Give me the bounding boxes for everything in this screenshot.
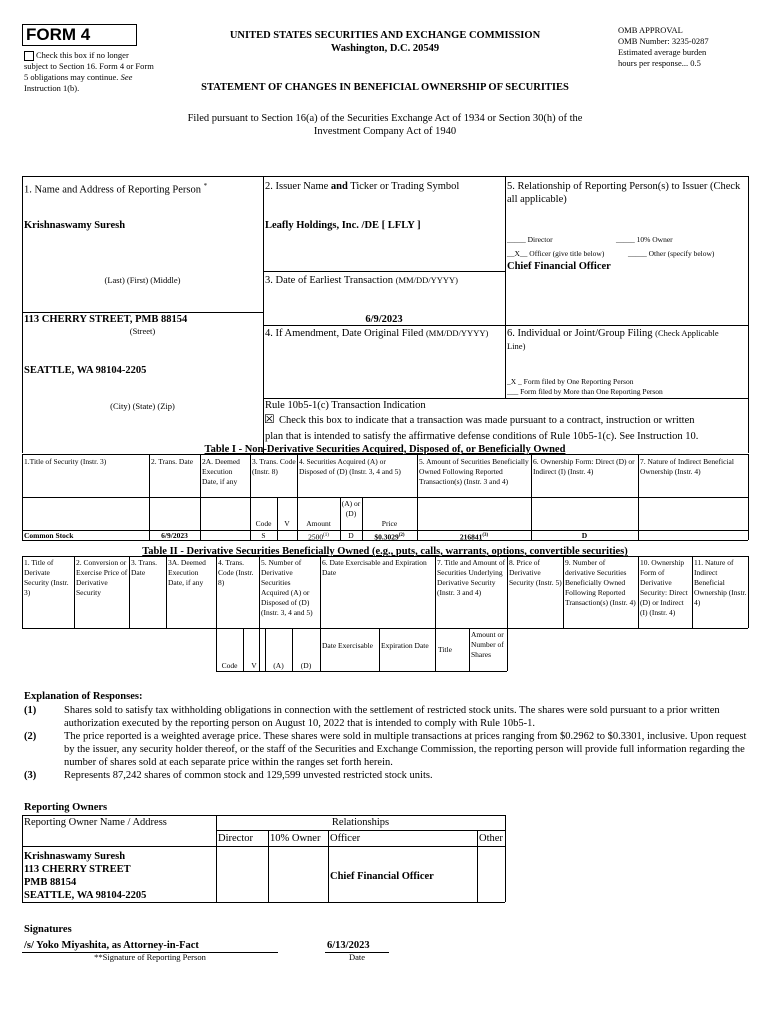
- reporting-person-name: Krishnaswamy Suresh: [24, 220, 126, 231]
- t1-sub-v: V: [284, 519, 290, 528]
- issuer-name: Leafly Holdings, Inc. /DE [ LFLY ]: [265, 220, 421, 231]
- t1-h2: 2. Trans. Date: [151, 457, 194, 466]
- t1-row-amount: 2500$^{(1)}$: [308, 532, 329, 542]
- t1-col-line: [417, 454, 418, 540]
- table1-header-sep: [22, 497, 748, 498]
- box4-label: 4. If Amendment, Date Original Filed (MM/DD/YYYY): [265, 328, 489, 339]
- t2-h1: 1. Title of Derivate Security (Instr. 3): [24, 558, 69, 597]
- rule-text: Check this box to indicate that a transaction was made pursuant to a contract, instruction or written: [279, 415, 695, 426]
- t2-sub-d: (D): [300, 661, 312, 670]
- t2-h10: 10. Ownership Form of Derivative Security: Direct (D) or Indirect (I) (Instr. 4): [640, 558, 688, 617]
- t2-h4: 4. Trans. Code (Instr. 8): [218, 558, 254, 587]
- rule-checkbox[interactable]: ☒: [264, 412, 275, 426]
- ro-col-ten: 10% Owner: [270, 833, 321, 844]
- explanation-item: (2) The price reported is a weighted average price. These shares were sold in multiple transactions at prices ranging from $0.2962 to $0.3301, inclusive. Upon request by the issuer, any security holder thereof, or the staff of the Securities and Exchange Commission, the reporting person will provide full information regarding the number of shares sold at each separate price within the ranges set forth herein.: [24, 731, 747, 768]
- t2-col-line: [166, 556, 167, 628]
- agency-name: UNITED STATES SECURITIES AND EXCHANGE COMMISSION: [229, 30, 541, 41]
- explanation-heading: Explanation of Responses:: [24, 691, 143, 702]
- ro-col: [477, 830, 478, 902]
- signer-name: /s/ Yoko Miyashita, as Attorney-in-Fact: [24, 940, 199, 951]
- t2-col-line: [320, 556, 321, 671]
- explanation-item: (3) Represents 87,242 shares of common stock and 129,599 unvested restricted stock units.: [24, 770, 433, 781]
- box3-label: 3. Date of Earliest Transaction (MM/DD/YYYY): [265, 275, 458, 286]
- box2-bottom-line: [263, 271, 505, 272]
- t1-h2a: 2A. Deemed Execution Date, if any: [202, 457, 240, 486]
- street-label: (Street): [129, 326, 156, 336]
- t2-h5: 5. Number of Derivative Securities Acquired (A) or Disposed of (D) (Instr. 3, 4 and 5): [261, 558, 313, 617]
- t1-sub-price: Price: [381, 519, 398, 528]
- t2-col-line: [216, 556, 217, 671]
- t1-col-line: [531, 454, 532, 540]
- t2-h3: 3. Trans. Date: [131, 558, 158, 577]
- ro-col-other: Other: [479, 833, 503, 844]
- t2-sub-code: Code: [221, 661, 238, 670]
- t1-row-title: Common Stock: [24, 531, 74, 540]
- ro-col-rel: Relationships: [331, 817, 390, 828]
- t1-col-line: [22, 454, 23, 540]
- officer-option: __X__ Officer (give title below): [507, 249, 605, 258]
- boxes-right-line: [748, 176, 749, 453]
- t2-col-line: [74, 556, 75, 628]
- t2-col-line: [507, 556, 508, 671]
- t1-row-code: S: [261, 531, 266, 540]
- earliest-transaction-date: 6/9/2023: [365, 314, 403, 325]
- officer-title: Chief Financial Officer: [507, 261, 611, 272]
- form-title: FORM 4: [26, 25, 91, 44]
- ro-col-director: Director: [218, 833, 253, 844]
- ro-col: [22, 815, 23, 902]
- t2-sub-line: [379, 628, 380, 671]
- rule-label: Rule 10b5-1(c) Transaction Indication: [265, 400, 426, 411]
- city-label: (City) (State) (Zip): [110, 401, 175, 411]
- t2-sub-line: [469, 628, 470, 671]
- omb-approval: OMB APPROVAL OMB Number: 3235-0287 Estimated average burden hours per response... 0.5: [618, 25, 709, 68]
- rule-text-2: plan that is intended to satisfy the affirmative defense conditions of Rule 10b5-1(c). See Instruction 10.: [265, 431, 699, 442]
- t2-col-line: [748, 556, 749, 628]
- ro-line: [22, 902, 505, 903]
- t2-sub-amount: Amount or Number of Shares: [471, 630, 504, 659]
- t1-h5: 5. Amount of Securities Beneficially Owned Following Reported Transaction(s) (Instr. 3 and 4): [419, 457, 529, 486]
- t2-sub-date-ex: Date Exercisable: [322, 641, 374, 650]
- t1-h1: 1.Title of Security (Instr. 3): [24, 457, 107, 466]
- ten-percent-option: _____ 10% Owner: [616, 235, 673, 244]
- ro-officer-value: Chief Financial Officer: [330, 871, 434, 882]
- ro-line: [22, 846, 505, 847]
- ro-col-officer: Officer: [330, 833, 361, 844]
- filing-option-one: _X _ Form filed by One Reporting Person: [507, 377, 634, 386]
- t2-h11: 11. Nature of Indirect Beneficial Ownership (Instr. 4): [694, 558, 747, 607]
- t2-col-line: [259, 556, 260, 671]
- t2-col-line: [638, 556, 639, 628]
- ro-line: [216, 830, 505, 831]
- filing-option-more: ___ Form filed by More than One Reporting Person: [507, 387, 663, 396]
- t2-sub-title: Title: [438, 645, 452, 654]
- t2-col-line: [129, 556, 130, 628]
- director-option: _____ Director: [507, 235, 553, 244]
- date-label: Date: [348, 952, 366, 962]
- t2-sub-v: V: [251, 661, 257, 670]
- ro-owner-address: Krishnaswamy Suresh 113 CHERRY STREET PMB 88154 SEATTLE, WA 98104-2205: [24, 851, 147, 901]
- table2-top-right: [638, 556, 748, 557]
- t2-sub-exp: Expiration Date: [381, 641, 429, 650]
- t1-row-owned: 216841$^{(3)}$: [459, 532, 489, 542]
- reporting-person-city: SEATTLE, WA 98104-2205: [24, 365, 147, 376]
- name-parts-label: (Last) (First) (Middle): [104, 275, 181, 285]
- no-longer-subject-text: Check this box if no longer subject to Section 16. Form 4 or Form 5 obligations may continue. See Instruction 1(b).: [24, 50, 154, 93]
- table2-top: [22, 556, 638, 557]
- explanation-list: [24, 704, 748, 782]
- table2-title: Table II - Derivative Securities Beneficially Owned (e.g., puts, calls, warrants, options, convertible securities): [142, 546, 628, 557]
- reporting-owners-heading: Reporting Owners: [24, 802, 108, 813]
- t2-col-line: [435, 556, 436, 671]
- t2-h7: 7. Title and Amount of Securities Underlying Derivative Security (Instr. 3 and 4): [437, 558, 506, 597]
- t1-col-line: [200, 454, 201, 540]
- t1-col-line: [149, 454, 150, 540]
- statement-title: STATEMENT OF CHANGES IN BENEFICIAL OWNERSHIP OF SECURITIES: [201, 82, 569, 93]
- t2-col-line: [692, 556, 693, 628]
- t1-col-line: [748, 454, 749, 540]
- boxes-divider-2: [505, 176, 506, 398]
- t1-row-price: $0.3029$^{(2)}$: [374, 532, 405, 542]
- other-option: _____ Other (specify below): [628, 249, 715, 258]
- t1-h7: 7. Nature of Indirect Beneficial Ownership (Instr. 4): [640, 457, 734, 476]
- t2-h2: 2. Conversion or Exercise Price of Derivative Security: [76, 558, 128, 597]
- box5-label: 5. Relationship of Reporting Person(s) to Issuer (Check all applicable): [507, 181, 741, 205]
- t2-h9: 9. Number of derivative Securities Beneficially Owned Following Reported Transaction(s) (Instr. 4): [565, 558, 636, 607]
- t2-h6: 6. Date Exercisable and Expiration Date: [322, 558, 427, 577]
- t2-h8: 8. Price of Derivative Security (Instr. 5): [509, 558, 562, 587]
- box2-label: 2. Issuer Name and Ticker or Trading Symbol: [265, 181, 460, 192]
- signature-date: 6/13/2023: [327, 940, 370, 951]
- boxes-top-line: [22, 176, 748, 177]
- t1-row-date: 6/9/2023: [161, 531, 188, 540]
- sig-label: **Signature of Reporting Person: [94, 952, 206, 962]
- signatures-heading: Signatures: [24, 924, 72, 935]
- t2-col-line: [563, 556, 564, 628]
- table1-title: Table I - Non-Derivative Securities Acquired, Disposed of, or Beneficially Owned: [204, 444, 566, 455]
- agency-city: Washington, D.C. 20549: [330, 43, 440, 54]
- t1-sub-amount: Amount: [306, 519, 331, 528]
- table2-bottom: [216, 671, 507, 672]
- t1-row-form: D: [581, 531, 588, 540]
- t1-h3: 3. Trans. Code (Instr. 8): [252, 457, 296, 476]
- box1-label: 1. Name and Address of Reporting Person *: [24, 182, 208, 196]
- t1-row-ad: D: [348, 531, 354, 540]
- reporting-person-street: 113 CHERRY STREET, PMB 88154: [24, 314, 188, 325]
- t1-sub-ad: (A) or (D): [341, 499, 361, 518]
- ro-col: [268, 830, 269, 902]
- t2-h3a: 3A. Deemed Execution Date, if any: [168, 558, 206, 587]
- ro-col-name: Reporting Owner Name / Address: [24, 817, 167, 828]
- t1-col-line: [638, 454, 639, 540]
- filed-pursuant: Filed pursuant to Section 16(a) of the Securities Exchange Act of 1934 or Section 30(h) of the Investment Company Act of 1940: [187, 113, 583, 137]
- t1-sub-code: Code: [255, 519, 272, 528]
- table2-header-sep: [22, 628, 748, 629]
- t2-col-line: [22, 556, 23, 628]
- t1-h6: 6. Ownership Form: Direct (D) or Indirect (I) (Instr. 4): [533, 457, 635, 476]
- ro-col: [328, 830, 329, 902]
- t2-sub-a: (A): [273, 661, 284, 670]
- t1-h4: 4. Securities Acquired (A) or Disposed of (D) (Instr. 3, 4 and 5): [299, 457, 401, 476]
- ro-col: [505, 815, 506, 902]
- table1-top: [22, 454, 748, 455]
- box6-label: 6. Individual or Joint/Group Filing (Check Applicable Line): [507, 328, 719, 351]
- explanation-item: (1) Shares sold to satisfy tax withholding obligations in connection with the settlement of restricted stock units. The shares were sold pursuant to a prior written authorization executed by the reporting person on August 10, 2022 that is intended to comply with Rule 10b5-1.: [24, 705, 720, 729]
